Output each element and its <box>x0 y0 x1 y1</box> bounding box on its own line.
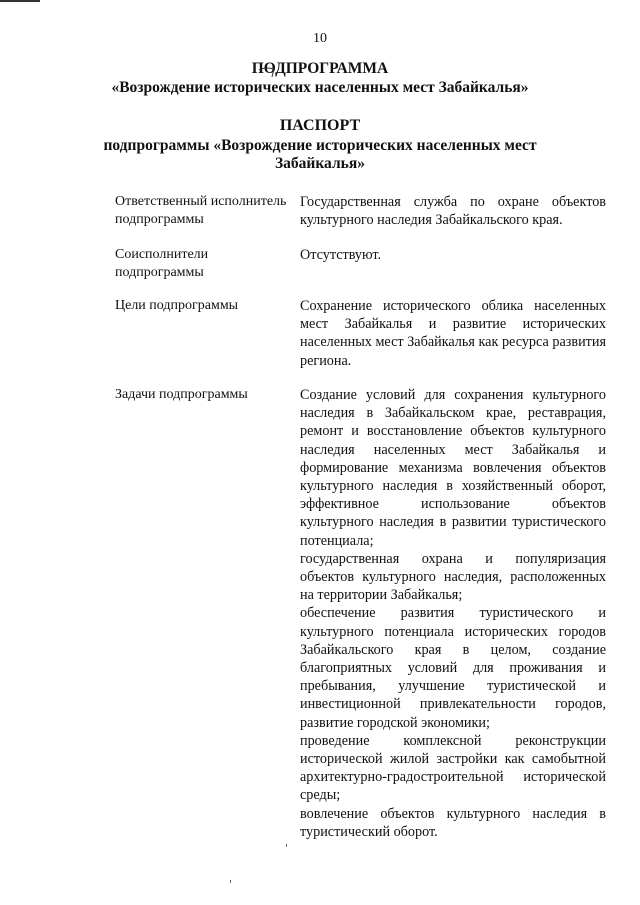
row-value <box>300 297 606 370</box>
pen-mark-icon <box>258 66 280 78</box>
row-value-paragraph: Создание условий для сохранения культурного наследия в Забайкальском крае, реставрация, ремонт и восстановление объектов культурного наследия населенных мест Забайкалья и формирование механизма вовлечения объектов культурного наследия в хозяйственный оборот, эффективное использование объектов культурного наследия в развитии туристического потенциала; <box>300 387 606 549</box>
row-label: Ответственный исполнитель подпрограммы <box>115 194 287 227</box>
row-value <box>300 386 606 841</box>
page-number: 10 <box>313 31 327 46</box>
row-value-paragraph: Сохранение исторического облика населенных мест Забайкалья и развитие исторических населенных мест Забайкалья как ресурса развития региона. <box>300 298 606 369</box>
row-value <box>300 246 606 264</box>
row-value-paragraph: государственная охрана и популяризация объектов культурного наследия, расположенных на территории Забайкалья; <box>300 550 606 604</box>
row-label: Задачи подпрограммы <box>115 387 248 402</box>
row-label: Соисполнители подпрограммы <box>115 247 209 280</box>
row-value-paragraph: вовлечение объектов культурного наследия в туристический оборот. <box>300 805 606 840</box>
scan-speck <box>286 844 287 847</box>
passport-heading: ПАСПОРТ <box>279 117 361 134</box>
subprogram-heading: ПОДПРОГРАММА <box>251 60 389 77</box>
passport-subtitle-line-1: подпрограммы «Возрождение исторических населенных мест <box>103 137 537 154</box>
row-value-paragraph: Государственная служба по охране объектов культурного наследия Забайкальского края. <box>300 194 606 229</box>
row-value-paragraph: Отсутствуют. <box>300 247 382 263</box>
scan-edge-mark <box>0 0 40 2</box>
row-value <box>300 193 606 229</box>
scan-speck <box>230 880 231 883</box>
row-value-paragraph: обеспечение развития туристического и культурного потенциала исторических городов Забайкальского края в целом, создание благоприятных условий для проживания и пребывания, улучшение туристической и инвестиционной привлекательности городов, развитие городской экономики; <box>300 605 606 731</box>
passport-subtitle-line-2: Забайкалья» <box>275 155 365 172</box>
row-value-paragraph: проведение комплексной реконструкции исторической жилой застройки как самобытной архитектурно-градостроительной исторической среды; <box>300 732 606 804</box>
row-label: Цели подпрограммы <box>115 298 239 313</box>
subprogram-subtitle: «Возрождение исторических населенных мест Забайкалья» <box>111 79 529 96</box>
